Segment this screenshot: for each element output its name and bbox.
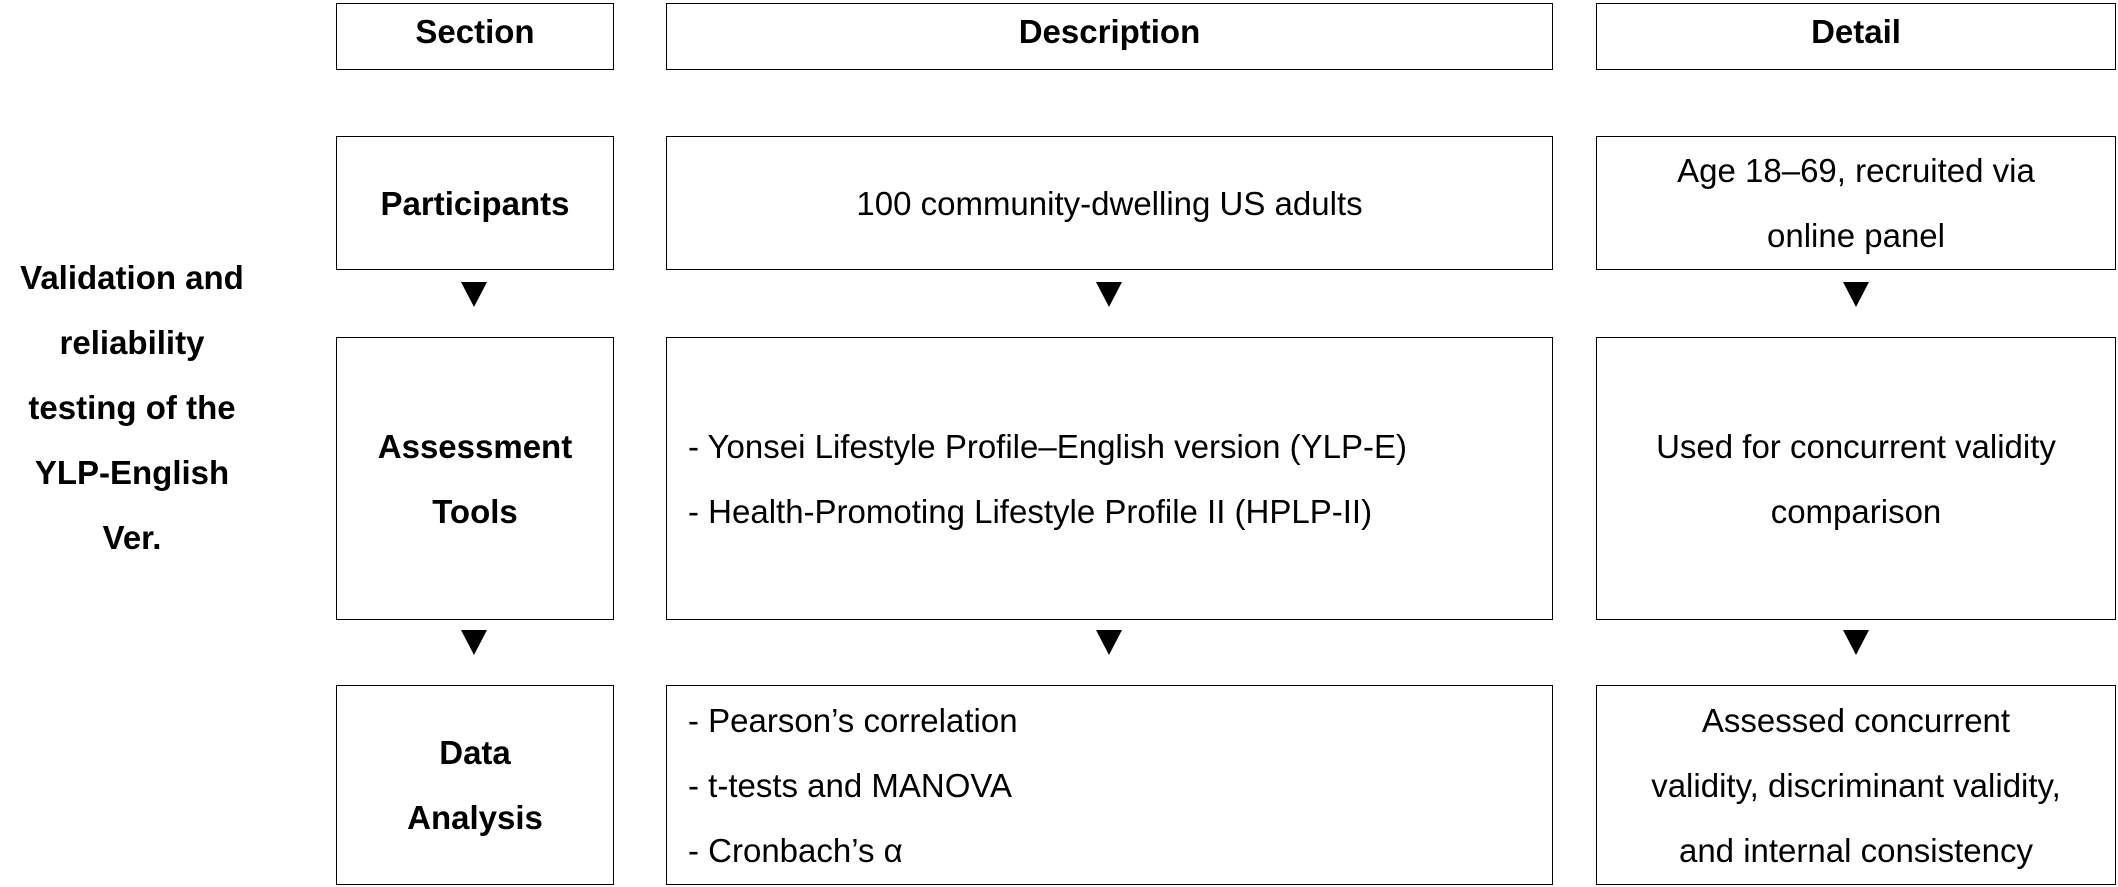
description-line: - Pearson’s correlation bbox=[688, 701, 1018, 739]
section-label: Analysis bbox=[407, 799, 543, 836]
down-arrow-icon bbox=[1843, 282, 1869, 307]
section-label: Participants bbox=[380, 184, 570, 222]
detail-line: Used for concurrent validity bbox=[1656, 427, 2056, 465]
title-line: Validation and bbox=[20, 259, 244, 296]
section-label: Assessment bbox=[377, 427, 573, 465]
title-line: reliability bbox=[59, 324, 205, 361]
detail-line: comparison bbox=[1770, 492, 1942, 530]
detail-line: validity, discriminant validity, bbox=[1651, 766, 2061, 804]
section-label: Data bbox=[439, 734, 511, 771]
header-detail bbox=[1596, 3, 2116, 70]
title-line: testing of the bbox=[28, 389, 236, 426]
participants-description-box bbox=[666, 136, 1553, 270]
detail-line: online panel bbox=[1767, 217, 1945, 254]
detail-line: Assessed concurrent bbox=[1701, 701, 2011, 739]
description-line: - Cronbach’s α bbox=[688, 831, 903, 869]
detail-line: Age 18–69, recruited via bbox=[1677, 152, 2035, 189]
down-arrow-icon bbox=[1096, 282, 1122, 307]
header-description-label: Description bbox=[1018, 13, 1201, 50]
header-section bbox=[336, 3, 614, 70]
assessment-tools-detail-box bbox=[1596, 337, 2116, 620]
detail-line: and internal consistency bbox=[1678, 831, 2034, 869]
header-section-label: Section bbox=[415, 13, 535, 50]
participants-detail-box bbox=[1596, 136, 2116, 270]
down-arrow-icon bbox=[1843, 630, 1869, 655]
description-line: - Yonsei Lifestyle Profile–English version (YLP-E) bbox=[688, 427, 1408, 465]
assessment-tools-section-box bbox=[336, 337, 614, 620]
data-analysis-section-box bbox=[336, 685, 614, 885]
down-arrow-icon bbox=[461, 630, 487, 655]
title-line: Ver. bbox=[102, 519, 162, 556]
down-arrow-icon bbox=[1096, 630, 1122, 655]
down-arrow-icon bbox=[461, 282, 487, 307]
description-line: 100 community-dwelling US adults bbox=[856, 184, 1363, 222]
header-description bbox=[666, 3, 1553, 70]
data-analysis-description-box bbox=[666, 685, 1553, 885]
title-line: YLP-English bbox=[34, 454, 230, 491]
participants-section-box bbox=[336, 136, 614, 270]
description-line: - t-tests and MANOVA bbox=[688, 766, 1012, 804]
header-detail-label: Detail bbox=[1811, 13, 1901, 50]
section-label: Tools bbox=[432, 492, 518, 530]
data-analysis-detail-box bbox=[1596, 685, 2116, 885]
description-line: - Health-Promoting Lifestyle Profile II (HPLP-II) bbox=[688, 492, 1373, 530]
assessment-tools-description-box bbox=[666, 337, 1553, 620]
diagram-title bbox=[0, 245, 264, 570]
